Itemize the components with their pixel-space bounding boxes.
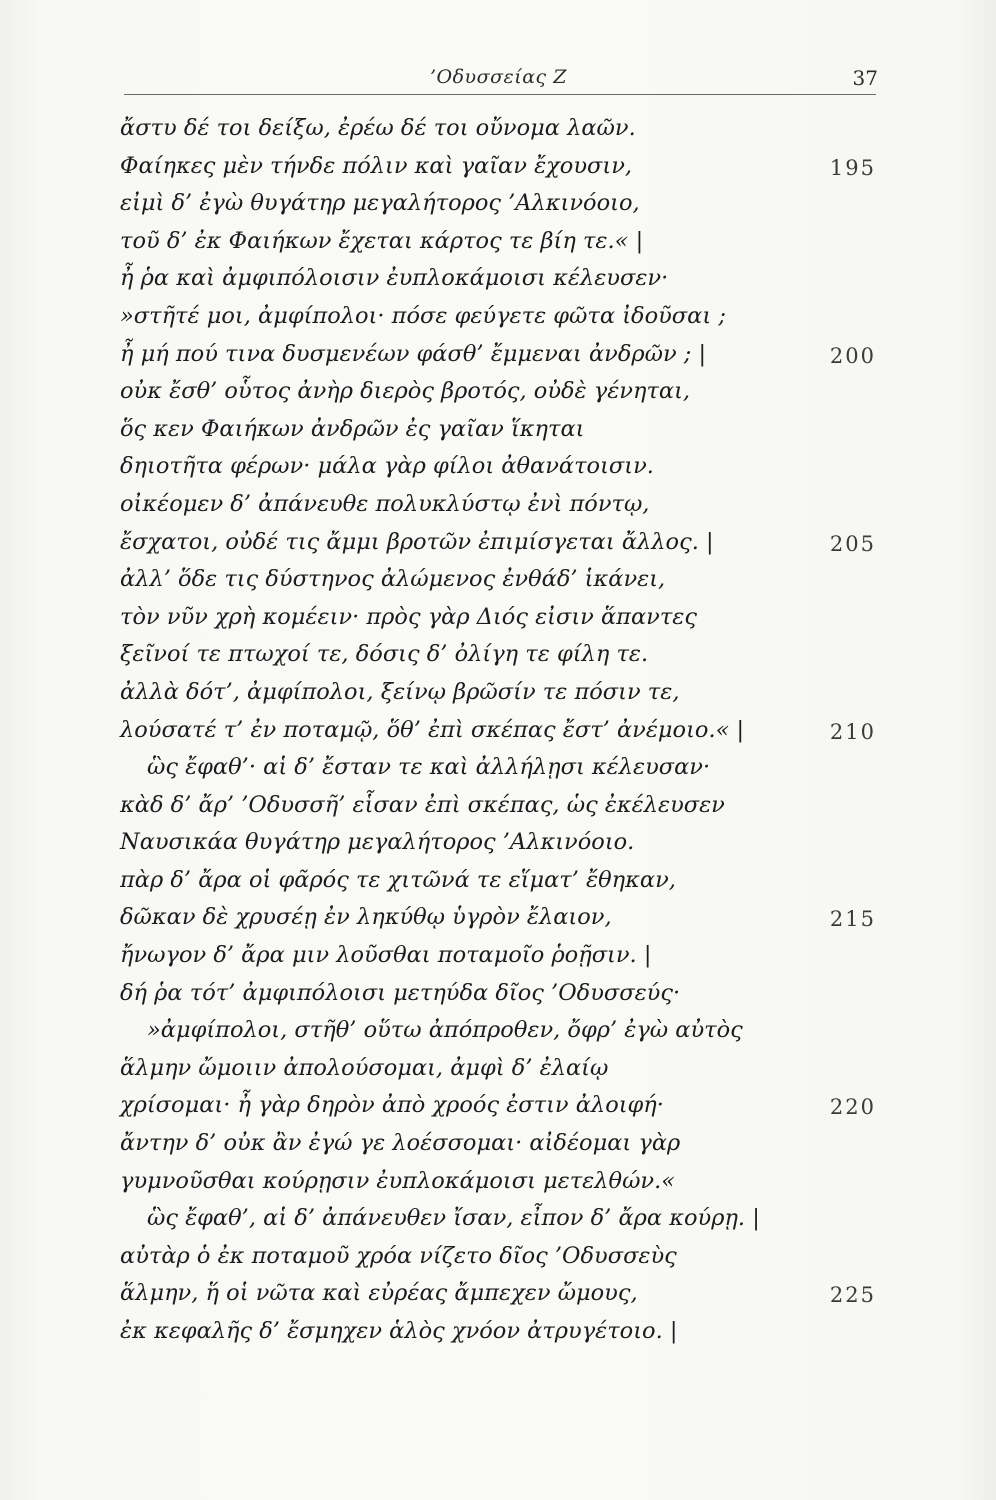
verse-line [0, 150, 996, 188]
verse-text: οὐκ ἔσθ’ οὗτος ἀνὴρ διερὸς βροτός, οὐδὲ γένηται, [120, 378, 691, 405]
verse-text: ἔσχατοι, οὐδέ τις ἄμμι βροτῶν ἐπιμίσγεται ἄλλος. | [120, 528, 714, 555]
header-rule [124, 94, 876, 95]
verse-line [0, 901, 996, 939]
verse-text: εἰμὶ δ’ ἐγὼ θυγάτηρ μεγαλήτορος ’Αλκινόοιο, [120, 190, 640, 217]
running-head [0, 66, 996, 94]
verse-text: γυμνοῦσθαι κούρῃσιν ἐυπλοκάμοισι μετελθών.« [120, 1167, 676, 1194]
verse-line [0, 563, 996, 601]
verse-line [0, 864, 996, 902]
verse-text: δῶκαν δὲ χρυσέῃ ἐν ληκύθῳ ὑγρὸν ἔλαιον, [120, 904, 612, 931]
page-title: ’Οδυσσείας Ζ [430, 66, 567, 88]
verse-text: τὸν νῦν χρὴ κομέειν· πρὸς γὰρ Διός εἰσιν ἅπαντες [120, 603, 697, 630]
verse-text: ἄντην δ’ οὐκ ἂν ἐγώ γε λοέσσομαι· αἰδέομαι γὰρ [120, 1130, 681, 1157]
verse-line [0, 1014, 996, 1052]
verse-text: αὐτὰρ ὁ ἐκ ποταμοῦ χρόα νίζετο δῖος ’Οδυσσεὺς [120, 1242, 677, 1269]
verse-line [0, 225, 996, 263]
verse-text: ἀλλὰ δότ’, ἀμφίπολοι, ξείνῳ βρῶσίν τε πόσιν τε, [120, 678, 680, 705]
line-number: 220 [829, 1095, 876, 1120]
verse-line [0, 939, 996, 977]
verse-line [0, 526, 996, 564]
verse-text: Φαίηκες μὲν τήνδε πόλιν καὶ γαῖαν ἔχουσιν, [120, 152, 633, 179]
verse-text: ἀλλ’ ὅδε τις δύστηνος ἀλώμενος ἐνθάδ’ ἱκάνει, [120, 566, 666, 593]
verse-line [0, 676, 996, 714]
verse-text: ἐκ κεφαλῆς δ’ ἔσμηχεν ἁλὸς χνόον ἀτρυγέτοιο. | [120, 1318, 678, 1344]
verse-block [0, 112, 996, 1353]
verse-line [0, 1127, 996, 1165]
verse-line [0, 262, 996, 300]
verse-text: ἄστυ δέ τοι δείξω, ἐρέω δέ τοι οὔνομα λαῶν. [120, 115, 636, 141]
verse-text: τοῦ δ’ ἐκ Φαιήκων ἔχεται κάρτος τε βίη τε.« | [120, 227, 644, 254]
verse-line [0, 714, 996, 752]
verse-line [0, 300, 996, 338]
verse-text: ὣς ἔφαθ’· αἱ δ’ ἔσταν τε καὶ ἀλλήλῃσι κέλευσαν· [147, 754, 711, 781]
verse-line [0, 977, 996, 1015]
verse-line [0, 601, 996, 639]
verse-line [0, 789, 996, 827]
line-number: 210 [829, 719, 876, 744]
verse-text: Ναυσικάα θυγάτηρ μεγαλήτορος ’Αλκινόοιο. [120, 829, 635, 856]
verse-line [0, 1165, 996, 1203]
verse-text: ξεῖνοί τε πτωχοί τε, δόσις δ’ ὀλίγη τε φίλη τε. [120, 641, 649, 668]
verse-line [0, 338, 996, 376]
verse-line [0, 187, 996, 225]
verse-text: »στῆτέ μοι, ἀμφίπολοι· πόσε φεύγετε φῶτα ἰδοῦσαι ; [120, 302, 726, 329]
line-number: 225 [829, 1283, 876, 1308]
verse-text: ἤνωγον δ’ ἄρα μιν λοῦσθαι ποταμοῖο ῥοῇσιν. | [120, 942, 652, 969]
verse-line [0, 375, 996, 413]
verse-text: δηιοτῆτα φέρων· μάλα γὰρ φίλοι ἀθανάτοισιν. [120, 453, 654, 480]
verse-text: ὣς ἔφαθ’, αἱ δ’ ἀπάνευθεν ἴσαν, εἶπον δ’ ἄρα κούρῃ. | [147, 1205, 760, 1232]
verse-text: δή ῥα τότ’ ἀμφιπόλοισι μετηύδα δῖος ’Οδυσσεύς· [120, 979, 681, 1006]
verse-line [0, 826, 996, 864]
page-number: 37 [852, 66, 878, 90]
line-number: 200 [829, 343, 876, 368]
verse-text: λούσατέ τ’ ἐν ποταμῷ, ὅθ’ ἐπὶ σκέπας ἔστ’ ἀνέμοιο.« | [120, 716, 745, 743]
verse-line [0, 638, 996, 676]
line-number: 215 [829, 907, 876, 932]
verse-text: ἅλμην, ἥ οἱ νῶτα καὶ εὐρέας ἄμπεχεν ὤμους, [120, 1280, 638, 1307]
verse-text: κὰδ δ’ ἄρ’ ’Οδυσσῆ’ εἷσαν ἐπὶ σκέπας, ὡς ἐκέλευσεν [120, 791, 725, 818]
verse-text: »ἀμφίπολοι, στῆθ’ οὕτω ἀπόπροθεν, ὄφρ’ ἐγὼ αὐτὸς [147, 1017, 743, 1044]
verse-line [0, 1089, 996, 1127]
verse-line [0, 1202, 996, 1240]
verse-text: ὅς κεν Φαιήκων ἀνδρῶν ἐς γαῖαν ἵκηται [120, 415, 585, 442]
verse-line [0, 112, 996, 150]
verse-line [0, 488, 996, 526]
verse-line [0, 413, 996, 451]
verse-line [0, 1315, 996, 1353]
line-number: 195 [829, 155, 876, 180]
verse-line [0, 1052, 996, 1090]
verse-line [0, 1277, 996, 1315]
verse-text: πὰρ δ’ ἄρα οἱ φᾶρός τε χιτῶνά τε εἵματ’ ἔθηκαν, [120, 866, 676, 893]
verse-line [0, 1240, 996, 1278]
verse-text: χρίσομαι· ἦ γὰρ δηρὸν ἀπὸ χροός ἐστιν ἀλοιφή· [120, 1092, 664, 1119]
verse-text: ἦ ῥα καὶ ἀμφιπόλοισιν ἐυπλοκάμοισι κέλευσεν· [120, 265, 669, 292]
line-number: 205 [829, 531, 876, 556]
verse-line [0, 751, 996, 789]
verse-line [0, 450, 996, 488]
verse-text: ἅλμην ὤμοιιν ἀπολούσομαι, ἀμφὶ δ’ ἐλαίῳ [120, 1054, 609, 1081]
verse-text: οἰκέομεν δ’ ἀπάνευθε πολυκλύστῳ ἐνὶ πόντῳ, [120, 490, 650, 517]
verse-text: ἦ μή πού τινα δυσμενέων φάσθ’ ἔμμεναι ἀνδρῶν ; | [120, 340, 707, 367]
